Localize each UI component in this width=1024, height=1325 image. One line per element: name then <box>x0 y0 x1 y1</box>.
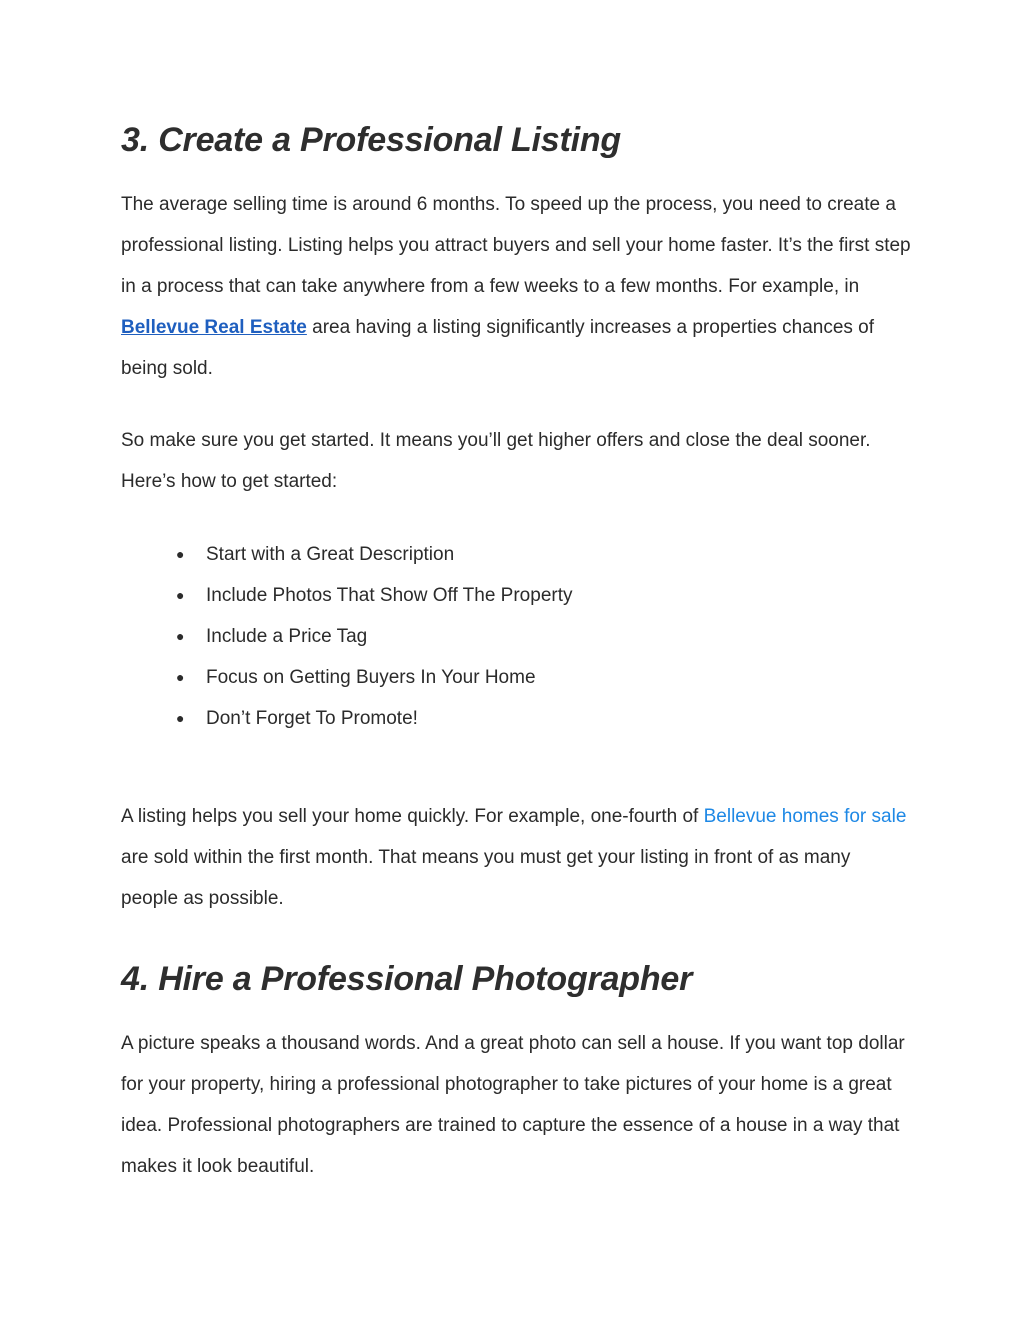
section-4-heading: 4. Hire a Professional Photographer <box>121 960 693 998</box>
list-item-text: Start with a Great Description <box>206 544 455 565</box>
paragraph-text: area having a listing significantly increases a properties chances of being sold. <box>121 317 875 379</box>
list-item <box>121 534 573 575</box>
bullet-icon: ● <box>176 669 185 685</box>
bullet-icon: ● <box>176 710 185 726</box>
list-item <box>121 616 573 657</box>
section-3-paragraph-3 <box>121 796 911 919</box>
paragraph-text: are sold within the first month. That means you must get your listing in front of as many people as possible. <box>121 847 851 909</box>
list-item-text: Don’t Forget To Promote! <box>206 708 418 729</box>
bellevue-homes-for-sale-link[interactable]: Bellevue homes for sale <box>703 806 907 827</box>
section-4-paragraph-1: A picture speaks a thousand words. And a great photo can sell a house. If you want top dollar for your property, hiring a professional photographer to take pictures of your home is a great idea. Professional photographers are trained to capture the essence of a house in a way that makes it look beautiful. <box>121 1033 905 1177</box>
bullet-icon: ● <box>176 546 185 562</box>
list-item <box>121 575 573 616</box>
section-3-paragraph-1 <box>121 184 911 389</box>
paragraph-text: A listing helps you sell your home quickly. For example, one-fourth of <box>121 806 704 827</box>
section-3-heading: 3. Create a Professional Listing <box>121 121 621 159</box>
list-item <box>121 698 573 739</box>
list-item-text: Focus on Getting Buyers In Your Home <box>206 667 536 688</box>
list-item-text: Include Photos That Show Off The Property <box>206 585 573 606</box>
bullet-icon: ● <box>176 587 185 603</box>
paragraph-text: The average selling time is around 6 months. To speed up the process, you need to create a professional listing. Listing helps you attract buyers and sell your home faster. It’s the first step in a process that can take anywhere from a few weeks to a few months. For example, in <box>121 194 911 297</box>
bellevue-real-estate-link[interactable]: Bellevue Real Estate <box>121 317 307 338</box>
bullet-icon: ● <box>176 628 185 644</box>
list-item <box>121 657 573 698</box>
listing-steps-list <box>121 534 573 739</box>
list-item-text: Include a Price Tag <box>206 626 368 647</box>
section-3-paragraph-2: So make sure you get started. It means you’ll get higher offers and close the deal sooner. Here’s how to get started: <box>121 430 871 492</box>
